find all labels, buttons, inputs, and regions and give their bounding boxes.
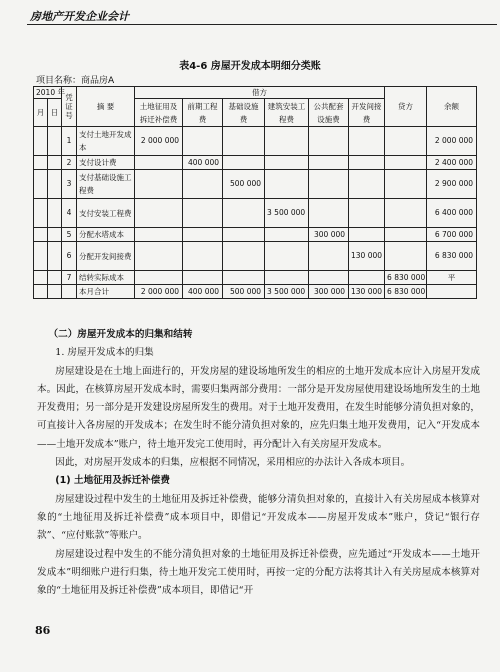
credit-cell <box>385 156 427 170</box>
table-row <box>34 127 477 156</box>
credit-cell: 6 830 000 <box>385 285 427 299</box>
voucher-cell <box>62 285 77 299</box>
amount-cell <box>309 242 349 271</box>
subheading: (1) 土地征用及拆迁补偿费 <box>55 475 170 487</box>
amount-cell <box>309 127 349 156</box>
summary-header: 摘 要 <box>77 87 135 127</box>
amount-cell <box>349 271 385 285</box>
amount-cell <box>135 199 183 228</box>
amount-cell <box>309 199 349 228</box>
year-header: 2010 年 <box>34 87 62 99</box>
amount-cell <box>265 228 309 242</box>
page-number: 86 <box>35 624 51 637</box>
amount-cell <box>223 127 265 156</box>
amount-cell <box>349 127 385 156</box>
balance-cell: 2 400 000 <box>427 156 477 170</box>
summary-cell: 分配开发间接费 <box>77 242 135 271</box>
amount-cell: 2 000 000 <box>135 285 183 299</box>
amount-cell <box>309 170 349 199</box>
amount-cell <box>265 156 309 170</box>
voucher-cell: 1 <box>62 127 77 156</box>
credit-cell <box>385 170 427 199</box>
amount-cell <box>135 271 183 285</box>
amount-cell: 130 000 <box>349 242 385 271</box>
table-row <box>34 156 477 170</box>
amount-cell <box>309 156 349 170</box>
amount-cell: 130 000 <box>349 285 385 299</box>
month-header: 月 <box>34 99 48 127</box>
summary-cell: 分配水塔成本 <box>77 228 135 242</box>
amount-cell <box>135 156 183 170</box>
voucher-cell: 6 <box>62 242 77 271</box>
voucher-cell: 4 <box>62 199 77 228</box>
amount-cell <box>349 199 385 228</box>
balance-cell: 6 400 000 <box>427 199 477 228</box>
table-title: 表4-6 房屋开发成本明细分类账 <box>179 61 321 72</box>
amount-cell: 500 000 <box>223 170 265 199</box>
balance-cell: 平 <box>427 271 477 285</box>
amount-cell <box>223 199 265 228</box>
paragraph: 因此，对房屋开发成本的归集，应根据不同情况，采用相应的办法计入各成本项目。 <box>55 457 411 469</box>
voucher-header: 凭证号 <box>62 87 77 127</box>
day-header: 日 <box>48 99 62 127</box>
amount-cell <box>223 228 265 242</box>
summary-cell: 支付基础设施工程费 <box>77 170 135 199</box>
table-row-total <box>34 285 477 299</box>
amount-cell <box>183 242 223 271</box>
balance-header: 余额 <box>427 87 477 127</box>
credit-cell <box>385 199 427 228</box>
credit-cell <box>385 127 427 156</box>
amount-cell: 400 000 <box>183 285 223 299</box>
amount-cell <box>183 170 223 199</box>
ledger-table <box>33 86 477 299</box>
paragraph: 房屋建设过程中发生的土地征用及拆迁补偿费，能够分清负担对象的，直接计入有关房屋成本核算对象的“土地征用及拆迁补偿费”成本项目中，即借记“开发成本——房屋开发成本”账户，贷记“银行存款”、“应付账款”等账户。 <box>37 493 480 542</box>
amount-cell <box>183 199 223 228</box>
summary-cell: 支付安装工程费 <box>77 199 135 228</box>
amount-cell <box>265 271 309 285</box>
credit-cell <box>385 228 427 242</box>
project-name: 项目名称：商品房A <box>36 76 115 86</box>
amount-cell <box>349 228 385 242</box>
amount-cell <box>135 228 183 242</box>
debit-column-header: 公共配套设施费 <box>309 99 349 127</box>
summary-cell: 本月合计 <box>77 285 135 299</box>
debit-column-header: 前期工程费 <box>183 99 223 127</box>
amount-cell <box>349 170 385 199</box>
amount-cell <box>223 242 265 271</box>
amount-cell: 400 000 <box>183 156 223 170</box>
summary-cell: 结转实际成本 <box>77 271 135 285</box>
running-header: 房地产开发企业会计 <box>30 10 129 23</box>
amount-cell <box>265 242 309 271</box>
voucher-cell: 3 <box>62 170 77 199</box>
summary-cell: 支付土地开发成本 <box>77 127 135 156</box>
summary-cell: 支付设计费 <box>77 156 135 170</box>
amount-cell <box>135 170 183 199</box>
credit-header: 贷方 <box>385 87 427 127</box>
amount-cell <box>183 271 223 285</box>
paragraph: 房屋建设是在土地上面进行的，开发房屋的建设场地所发生的相应的土地开发成本应计入房屋开发成本。因此，在核算房屋开发成本时，需要归集两部分费用：一部分是开发房屋使用建设场地所发生的土地开发费用；另一部分是开发建设房屋所发生的费用。对于土地开发费用，在发生时能够分清负担对象的，可直接计入各房屋的开发成本；在发生时不能分清负担对象的，应先归集土地开发费用，记入“开发成本——土地开发成本”账户，待土地开发完工使用时，再分配计入有关房屋开发成本。 <box>37 365 480 450</box>
debit-column-header: 开发间接费 <box>349 99 385 127</box>
credit-cell <box>385 242 427 271</box>
amount-cell <box>183 228 223 242</box>
balance-cell: 2 900 000 <box>427 170 477 199</box>
credit-cell: 6 830 000 <box>385 271 427 285</box>
voucher-cell: 2 <box>62 156 77 170</box>
debit-column-header: 土地征用及拆迁补偿费 <box>135 99 183 127</box>
table-row <box>34 228 477 242</box>
table-row <box>34 271 477 285</box>
amount-cell <box>265 127 309 156</box>
amount-cell: 2 000 000 <box>135 127 183 156</box>
balance-cell: 6 700 000 <box>427 228 477 242</box>
table-row <box>34 242 477 271</box>
amount-cell <box>183 127 223 156</box>
balance-cell <box>427 285 477 299</box>
amount-cell <box>223 156 265 170</box>
amount-cell <box>265 170 309 199</box>
balance-cell: 2 000 000 <box>427 127 477 156</box>
amount-cell <box>223 271 265 285</box>
debit-column-header: 建筑安装工程费 <box>265 99 309 127</box>
table-row <box>34 170 477 199</box>
amount-cell: 300 000 <box>309 228 349 242</box>
paragraph: 房屋建设过程中发生的不能分清负担对象的土地征用及拆迁补偿费，应先通过“开发成本——土地开发成本”明细账户进行归集，待土地开发完工使用时，再按一定的分配方法将其计入有关房屋成本核算对象的“土地征用及拆迁补偿费”成本项目，即借记“开 <box>37 548 480 597</box>
balance-cell: 6 830 000 <box>427 242 477 271</box>
amount-cell <box>349 156 385 170</box>
body-text <box>37 326 480 600</box>
amount-cell: 3 500 000 <box>265 285 309 299</box>
amount-cell <box>309 271 349 285</box>
amount-cell <box>135 242 183 271</box>
table-row <box>34 199 477 228</box>
subheading: 1. 房屋开发成本的归集 <box>55 347 154 359</box>
section-heading: （二）房屋开发成本的归集和结转 <box>48 329 193 340</box>
amount-cell: 500 000 <box>223 285 265 299</box>
voucher-cell: 5 <box>62 228 77 242</box>
debit-column-header: 基础设施费 <box>223 99 265 127</box>
voucher-cell: 7 <box>62 271 77 285</box>
header-rule <box>27 24 497 25</box>
amount-cell: 300 000 <box>309 285 349 299</box>
amount-cell: 3 500 000 <box>265 199 309 228</box>
debit-header: 借方 <box>135 87 385 99</box>
